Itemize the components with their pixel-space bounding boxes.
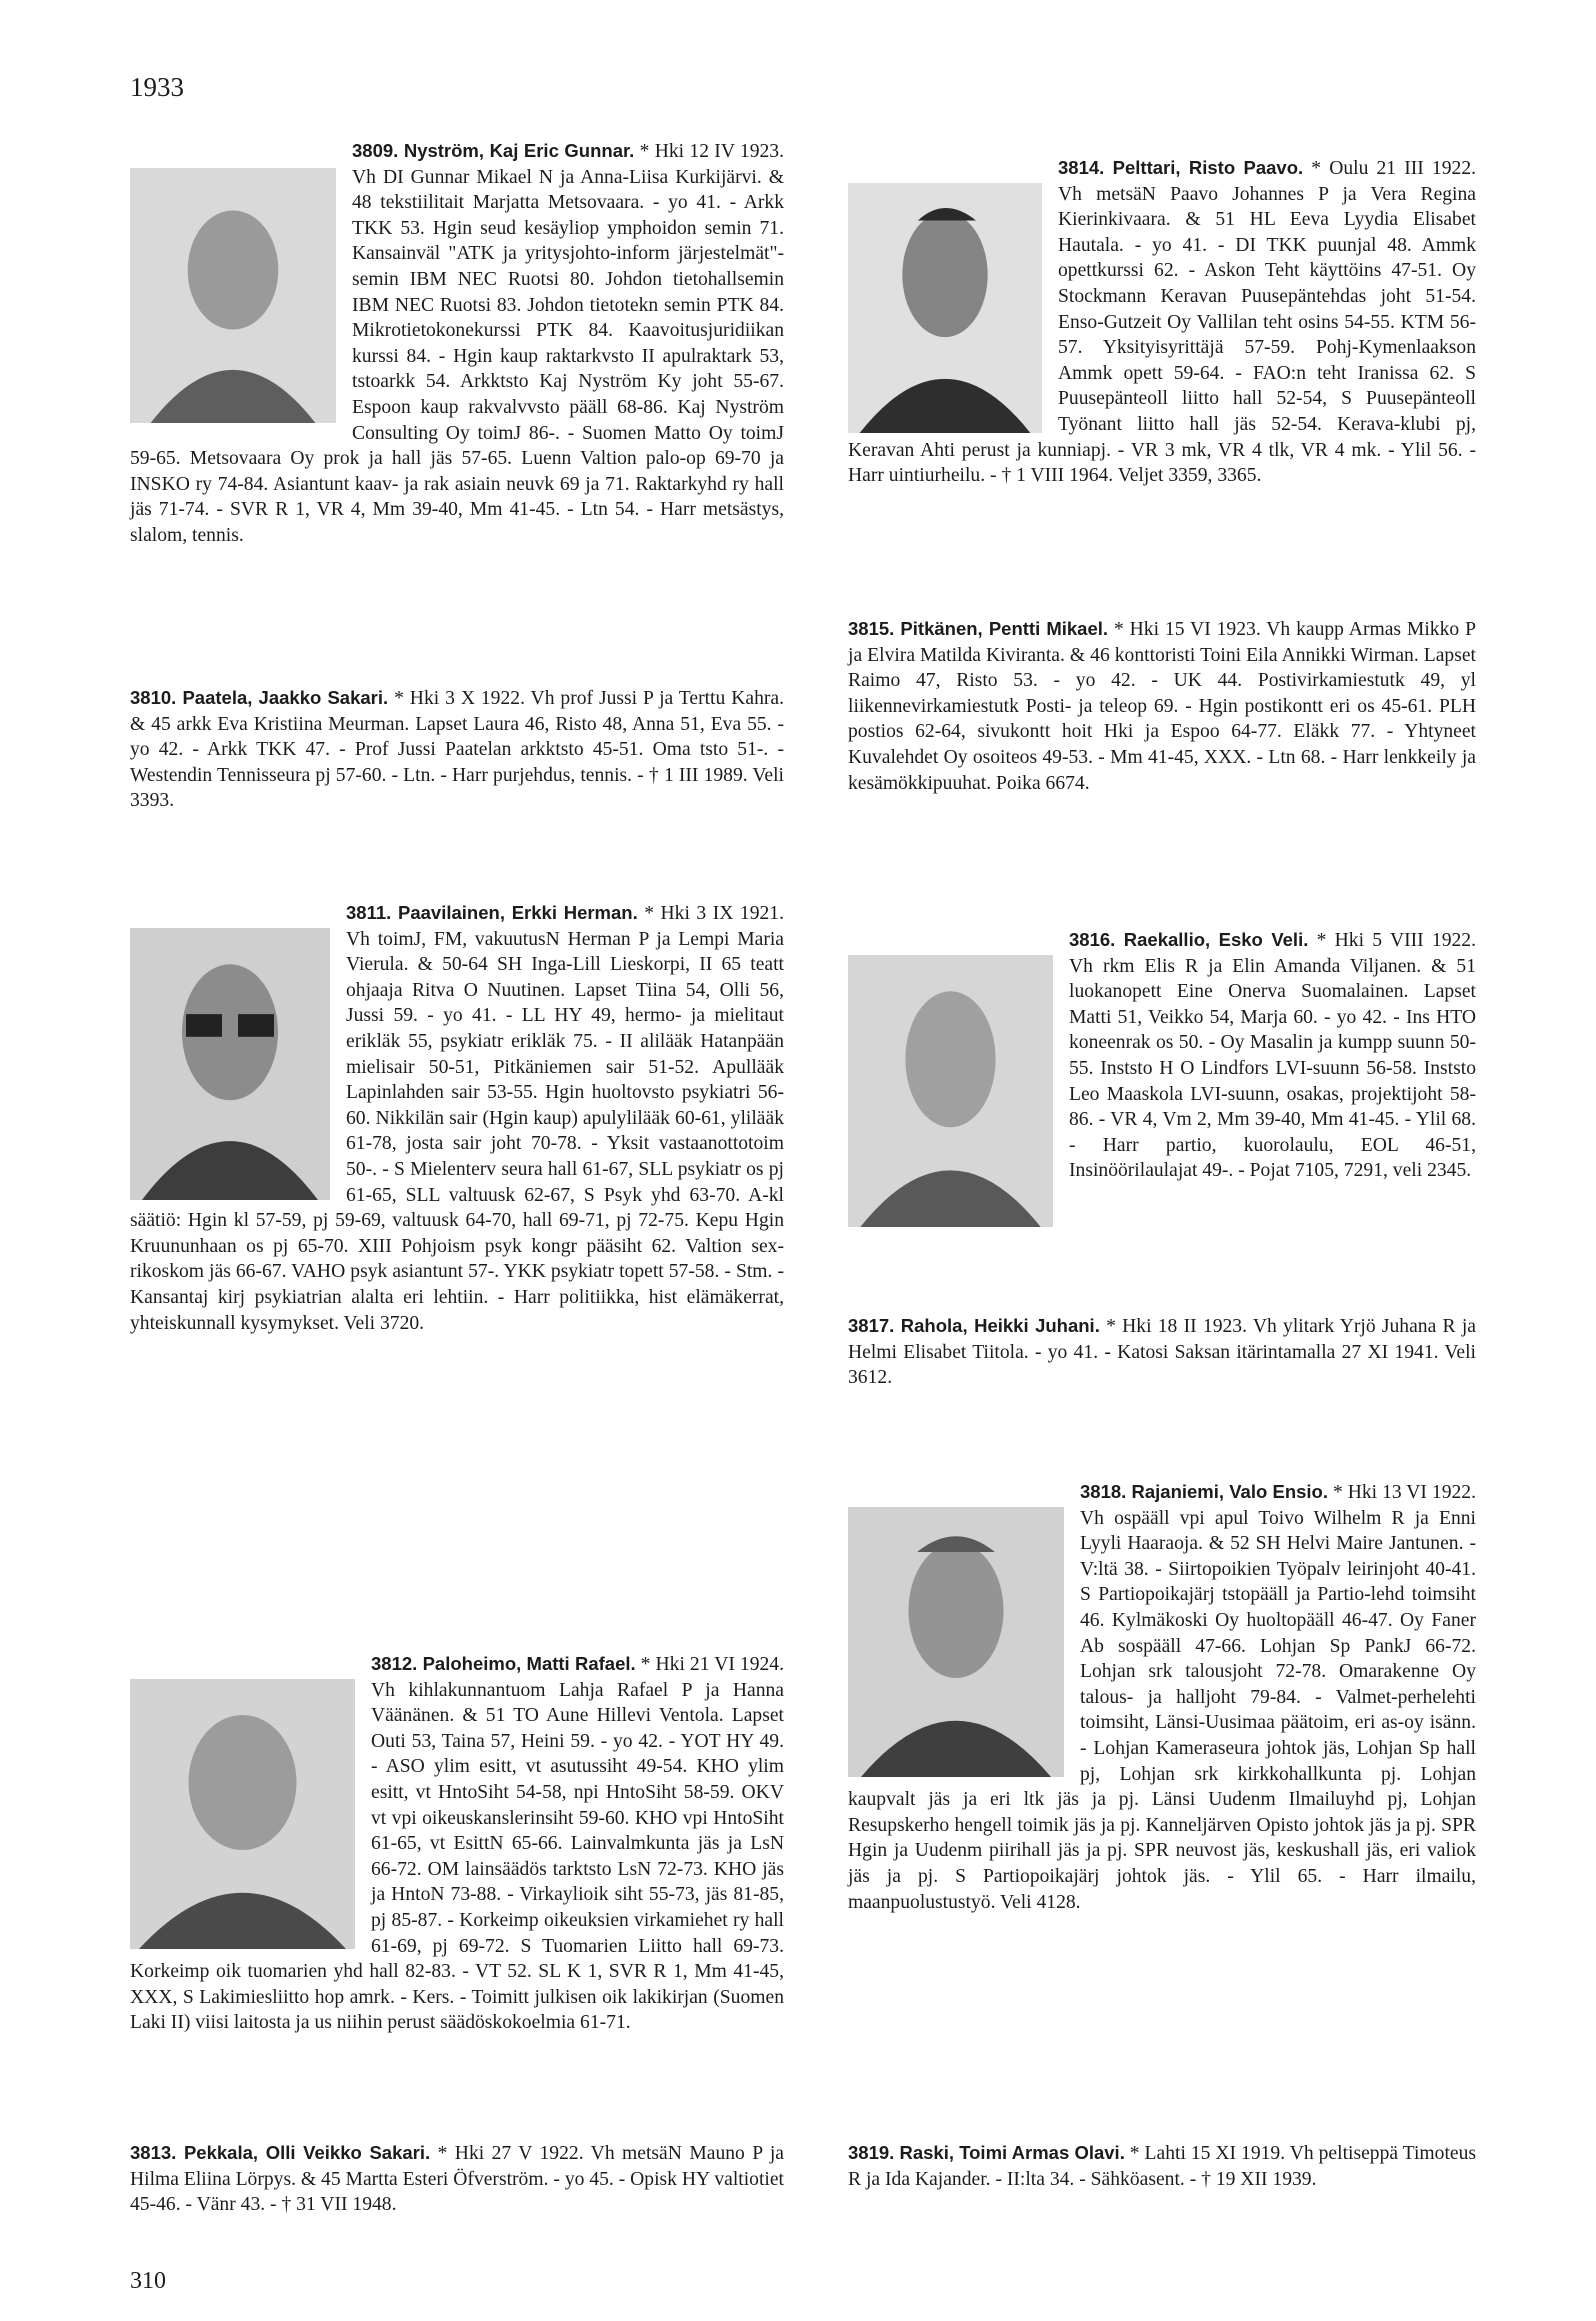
portrait-photo-3816: [848, 955, 1053, 1227]
entry-heading: 3819. Raski, Toimi Armas Olavi.: [848, 2142, 1125, 2163]
entry-text: * Lahti 15 XI 1919. Vh peltiseppä Timoteus R ja Ida Kajander. - II:lta 34. - Sähköasent. - † 19 XII 1939.: [848, 2143, 1476, 2190]
entry-3818: [848, 1479, 1476, 1915]
entry-text: * Hki 5 VIII 1922. Vh rkm Elis R ja Elin Amanda Viljanen. & 51 luokanopett Eine Onerva Suomalainen. Lapset Matti 51, Veikko 54, Marja 60. - yo 42. - Ins HTO koneenrak os 50. - Oy Masalin ja kumpp suunn 50-55. Inststo H O Lindfors LVI-suunn 56-58. Inststo Leo Maaskola LVI-suunn, osakas, projektijoht 58-86. - VR 4, Vm 2, Mm 39-40, Mm 41-45. - Ylil 68. - Harr partio, kuorolaulu, EOL 46-51, Insinöörilaulajat 49-. - Pojat 7105, 7291, veli 2345.: [1069, 930, 1476, 1182]
entry-heading: 3811. Paavilainen, Erkki Herman.: [346, 902, 638, 923]
portrait-photo-3814: [848, 183, 1042, 433]
entry-text: * Hki 3 IX 1921. Vh toimJ, FM, vakuutusN Herman P ja Lempi Maria Vierula. & 50-64 SH Inga-Lill Lieskorpi, II 65 teatt ohjaaja Ritva O Nuutinen. Lapset Tiina 54, Olli 56, Jussi 59. - yo 41. - LL HY 49, hermo- ja mielitaut erikläk 55, psykiatr erikläk 75. - II alilääk Hatanpään mielisair 50-51, Pitkäniemen sair 51-52. Apullääk Lapinlahden sair 53-55. Hgin huoltovsto psykiatri 56-60. Nikkilän sair (Hgin kaup) apulylilääk 60-61, ylilääk 61-78, josta sair joht 70-78. - Yksit vastaanottotoim 50-. - S Mielenterv seura hall 61-67, SLL psykiatr os pj 61-65, SLL valtuusk 62-67, S Psyk yhd 63-70. A-kl säätiö: Hgin kl 57-59, pj 59-69, valtuusk 64-70, hall 69-71, pj 72-75. Kepu Hgin Kruununhaan os pj 65-70. XIII Pohjoism psyk kongr pääsiht 62. Valtion sex-rikoskom jäs 66-67. VAHO psyk asiantunt 57-. YKK psykiatr topett 57-58. - Stm. - Kansantaj kirj psykiatrian alalta eri lehtiin. - Harr politiikka, hist elämäkerrat, yhteiskunnall kysymykset. Veli 3720.: [130, 903, 784, 1334]
entry-heading: 3812. Paloheimo, Matti Rafael.: [371, 1653, 636, 1674]
entry-3815: [848, 616, 1476, 796]
entry-3816: [848, 927, 1476, 1231]
entry-3813: [130, 2140, 784, 2218]
entry-text: * Hki 18 II 1923. Vh ylitark Yrjö Juhana R ja Helmi Elisabet Tiitola. - yo 41. - Katosi Saksan itärintamalla 27 XI 1941. Veli 3612.: [848, 1316, 1476, 1389]
portrait-photo-3818: [848, 1507, 1064, 1777]
page-number: 310: [130, 2268, 166, 2294]
entry-text: * Hki 3 X 1922. Vh prof Jussi P ja Terttu Kahra. & 45 arkk Eva Kristiina Meurman. Lapset Laura 46, Risto 48, Anna 51, Eva 55. - yo 42. - Arkk TKK 47. - Prof Jussi Paatelan arkktsto 45-51. Oma tsto 51-. - Westendin Tennisseura pj 57-60. - Ltn. - Harr purjehdus, tennis. - † 1 III 1989. Veli 3393.: [130, 688, 784, 812]
entry-3814: [848, 155, 1476, 489]
entry-heading: 3816. Raekallio, Esko Veli.: [1069, 929, 1309, 950]
running-head-year: 1933: [130, 72, 184, 102]
portrait-photo-3809: [130, 168, 336, 423]
portrait-photo-3812: [130, 1679, 355, 1949]
entry-text: * Hki 15 VI 1923. Vh kaupp Armas Mikko P ja Elvira Matilda Kiviranta. & 46 konttoristi Toini Eila Annikki Wirman. Lapset Raimo 47, Risto 53. - yo 42. - UK 44. Postivirkamiestutk 49, yl liikennevirkamiestutk Posti- ja teleop 69. - Hgin postikontt eri os 45-61. PLH postios 62-64, sivukontt hoit Hki ja Espoo 64-77. Eläkk 77. - Yhtyneet Kuvalehdet Oy osoiteos 49-53. - Mm 41-45, XXX. - Ltn 68. - Harr lenkkeily ja kesämökkipuuhat. Poika 6674.: [848, 619, 1476, 794]
entry-text: * Hki 27 V 1922. Vh metsäN Mauno P ja Hilma Eliina Lörpys. & 45 Martta Esteri Öfverström. - yo 45. - Opisk HY valtiotiet 45-46. - Vänr 43. - † 31 VII 1948.: [130, 2143, 784, 2216]
entry-text: * Oulu 21 III 1922. Vh metsäN Paavo Johannes P ja Vera Regina Kierinkivaara. & 51 HL Eeva Lyydia Elisabet Hautala. - yo 41. - DI TKK puunjal 48. Ammk opettkurssi 62. - Askon Teht käyttöins 47-51. Oy Stockmann Keravan Puusepäntehdas joht 51-54. Enso-Gutzeit Oy Vallilan teht osins 54-55. KTM 56-57. Yksityisyrittäjä 57-59. Pohj-Kymenlaakson Ammk opett 59-64. - FAO:n teht Iranissa 62. S Puusepänteoll liitto hall 52-54, S Puusepänteoll Työnant liitto hall jäs 52-54. Kerava-klubi pj, Keravan Ahti perust ja kunniapj. - VR 3 mk, VR 4 tlk, VR 4 mk. - Ylil 56. - Harr uintiurheilu. - † 1 VIII 1964. Veljet 3359, 3365.: [848, 158, 1477, 487]
entry-3809: [130, 138, 784, 549]
entry-heading: 3815. Pitkänen, Pentti Mikael.: [848, 618, 1109, 639]
entry-3812: [130, 1651, 784, 2036]
entry-heading: 3810. Paatela, Jaakko Sakari.: [130, 687, 389, 708]
portrait-photo-3811: [130, 928, 330, 1200]
entry-3817: [848, 1313, 1476, 1391]
entry-heading: 3813. Pekkala, Olli Veikko Sakari.: [130, 2142, 431, 2163]
entry-heading: 3817. Rahola, Heikki Juhani.: [848, 1315, 1100, 1336]
entry-text: * Hki 21 VI 1924. Vh kihlakunnantuom Lahja Rafael P ja Hanna Väänänen. & 51 TO Aune Hillevi Ventola. Lapset Outi 53, Taina 57, Heini 59. - yo 42. - YOT HY 49. - ASO ylim esitt, vt asutussiht 49-54. KHO ylim esitt, vt HntoSiht 54-58, npi HntoSiht 58-59. OKV vt vpi oikeuskanslerinsiht 59-60. KHO vpi HntoSiht 61-65, vt EsittN 65-66. Lainvalmkunta jäs ja LsN 66-72. OM lainsäädös tarktsto LsN 72-73. KHO jäs ja HntoN 73-88. - Virkaylioik siht 55-73, jäs 81-85, pj 85-87. - Korkeimp oikeuksien virkamiehet ry hall 61-69, pj 69-72. S Tuomarien Liitto hall 69-73. Korkeimp oik tuomarien yhd hall 82-83. - VT 52. SL K 1, SVR R 1, Mm 41-45, XXX, S Lakimiesliitto hop amrk. - Kers. - Toimitt julkisen oik lakikirjan (Suomen Laki II) viisi laitosta ja us niihin perust säädöskokoelmia 61-71.: [130, 1654, 784, 2034]
entry-heading: 3818. Rajaniemi, Valo Ensio.: [1080, 1481, 1328, 1502]
entry-3819: [848, 2140, 1476, 2192]
entry-text: * Hki 12 IV 1923. Vh DI Gunnar Mikael N ja Anna-Liisa Kurkijärvi. & 48 tekstiilitait Marjatta Metsovaara. - yo 41. - Arkk TKK 53. Hgin seud kesäyliop ymphoidon semin 71. Kansainväl "ATK ja yritysjohto-inform järjestelmät"- semin IBM NEC Ruotsi 80. Johdon tietohallsemin IBM NEC Ruotsi 83. Johdon tietotekn semin PTK 84. Mikrotietokonekurssi PTK 84. Kaavoitusjuridiikan kurssi 84. - Hgin kaup raktarkvsto II apulraktark 53, tstoarkk 54. Arkktsto Kaj Nyström Ky joht 55-67. Espoon kaup rakvalvvsto pääll 68-86. Kaj Nyström Consulting Oy toimJ 86-. - Suomen Matto Oy toimJ 59-65. Metsovaara Oy prok ja hall jäs 57-65. Luenn Valtion palo-op 69-70 ja INSKO ry 74-84. Asiantunt kaav- ja rak asiain neuvk 69 ja 71. Raktarkyhd ry hall jäs 71-74. - SVR R 1, VR 4, Mm 39-40, Mm 41-45. - Ltn 54. - Harr metsästys, slalom, tennis.: [130, 141, 784, 546]
entry-text: * Hki 13 VI 1922. Vh ospääll vpi apul Toivo Wilhelm R ja Enni Lyyli Haaraoja. & 52 SH Helvi Maire Jantunen. - V:ltä 38. - Siirtopoikien Työpalv leirinjoht 40-41. S Partiopoikajärj tstopääll ja Partio-lehd toimsiht 46. Kylmäkoski Oy huoltopääll 46-47. Oy Faner Ab sospääll 47-66. Lohjan Sp PankJ 66-72. Lohjan srk talousjoht 72-78. Omarakenne Oy talous- ja halljoht 79-84. - Valmet-perhelehti toimsiht, Länsi-Uusimaa päätoim, eri as-oy isänn. - Lohjan Kameraseura johtok jäs, Lohjan Sp hall pj, Lohjan srk kirkkohallkunta pj. Lohjan kaupvalt jäs ja eri ltk jäs ja pj. Länsi Uudenm Ilmailuyhd pj, Lohjan Resupskerho hengell toimik jäs ja pj. Kanneljärven Opisto johtok jäs ja pj. SPR Hgin ja Uudenm piirihall jäs ja pj. SPR neuvost jäs, keskushall jäs, eri valiok jäs ja pj. S Partiopoikajärj johtok jäs. - Ylil 65. - Harr ilmailu, maanpuolustustyö. Veli 4128.: [848, 1482, 1476, 1913]
entry-3810: [130, 685, 784, 814]
entry-heading: 3809. Nyström, Kaj Eric Gunnar.: [352, 140, 635, 161]
entry-3811: [130, 900, 784, 1336]
entry-heading: 3814. Pelttari, Risto Paavo.: [1058, 157, 1304, 178]
